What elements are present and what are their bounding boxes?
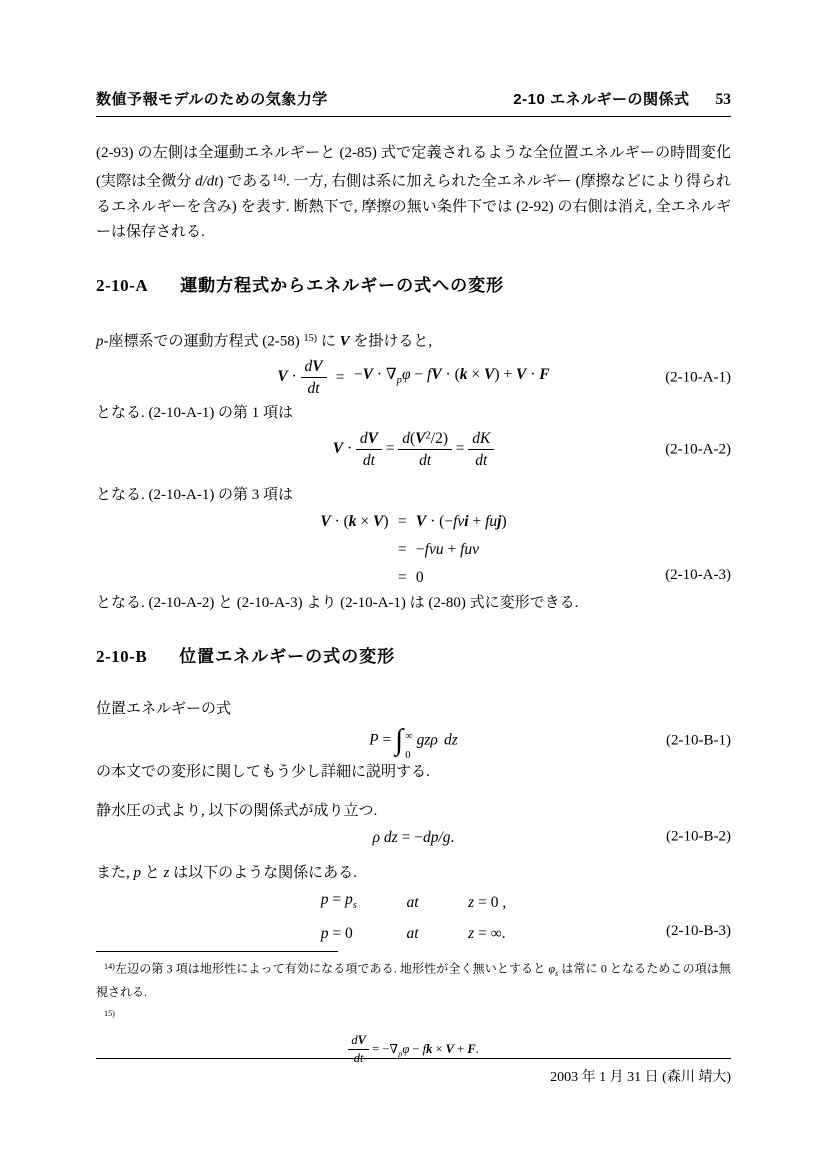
running-head-book-title: 数値予報モデルのための気象力学 <box>96 91 328 108</box>
paragraph-b-continue: の本文での変形に関してもう少し詳細に説明する. <box>96 763 430 780</box>
section-a-number: 2-10-A <box>96 275 149 295</box>
equation-2-10-A-2: V · $\frac{dV}{dt}$ = $\frac{d(V^2/2)}{dt}$ = $\frac{dK}{dt}$ (2-10-A-2) <box>332 430 731 470</box>
paragraph-b-intro: 位置エネルギーの式 <box>96 701 232 718</box>
page-number: 53 <box>715 91 731 108</box>
section-heading-2-10-A <box>96 271 731 296</box>
equation-2-10-B-2: ρ dz = −dp/g. (2-10-B-2) <box>372 828 731 846</box>
footnote-15-marker: 15) <box>104 1008 115 1018</box>
running-head-right <box>513 88 731 109</box>
section-heading-2-10-B <box>96 642 731 667</box>
footnote-15 <box>96 1004 731 1026</box>
footer-rule <box>96 1058 731 1059</box>
section-a-title: 運動方程式からエネルギーの式への変形 <box>180 275 505 295</box>
footnotes-area <box>96 951 731 1066</box>
equation-2-10-A-3: V · (k × V) = V · (−fvi + fuj) = −fvu + fuv = 0 (2-10-A-3) <box>320 513 731 587</box>
section-b-title: 位置エネルギーの式の変形 <box>179 647 396 667</box>
footnote-14: $^{14)}$左辺の第 3 項は地形性によって有効になる項である. 地形性が全く無いとすると $\varphi_s$ は常に 0 となるためこの項は無視される. <box>96 961 731 999</box>
footer-date: 2003 年 1 月 31 日 (森川 靖大) <box>550 1070 731 1085</box>
equation-2-10-B-3: $p = p_s$ at z = 0 , p = 0 at z = ∞. (2-10-B-3) <box>320 890 731 942</box>
paragraph-after-a3: となる. (2-10-A-2) と (2-10-A-3) より (2-10-A-1) は (2-80) 式に変形できる. <box>96 595 579 612</box>
footnote-15-equation: $\frac{dV}{dt}$ = $-\nabla_p\varphi$ − fk × V + F. <box>96 1034 731 1067</box>
page-header <box>96 88 731 117</box>
intro-paragraph: (2-93) の左側は全運動エネルギーと (2-85) 式で定義されるような全位置エネルギーの時間変化 (実際は全微分 d/dt) である$^{14)}$. 一方, 右側は系に加えられた全エネルギー (摩擦などにより得られるエネルギーを含み) を表す. 断熱下で, 摩擦の無い条件下では (2-92) の右側は消え, 全エネルギーは保存される. <box>96 145 732 240</box>
paragraph-hydrostatic: 静水圧の式より, 以下の関係式が成り立つ. <box>96 802 378 819</box>
section-b-number: 2-10-B <box>96 647 148 667</box>
paragraph-a-intro: p-座標系での運動方程式 (2-58) $^{15)}$ に V を掛けると, <box>96 332 433 350</box>
paragraph-after-a2: となる. (2-10-A-1) の第 3 項は <box>96 487 294 504</box>
equation-2-10-A-1: V · $\frac{dV}{dt}$ = $-V \cdot \nabla_p\varphi$ − fV · (k × V) + V · F (2-10-A-1) <box>277 358 731 398</box>
paragraph-p-z-relation: また, p と z は以下のような関係にある. <box>96 864 357 881</box>
paragraph-after-a1: となる. (2-10-A-1) の第 1 項は <box>96 405 294 422</box>
equation-2-10-B-1: P = ∫ ∞ 0 gzρ dz (2-10-B-1) <box>369 724 731 761</box>
footnote-rule <box>96 951 338 952</box>
running-head-section-title: 2-10 エネルギーの関係式 <box>513 91 690 108</box>
page-footer <box>96 1058 731 1086</box>
